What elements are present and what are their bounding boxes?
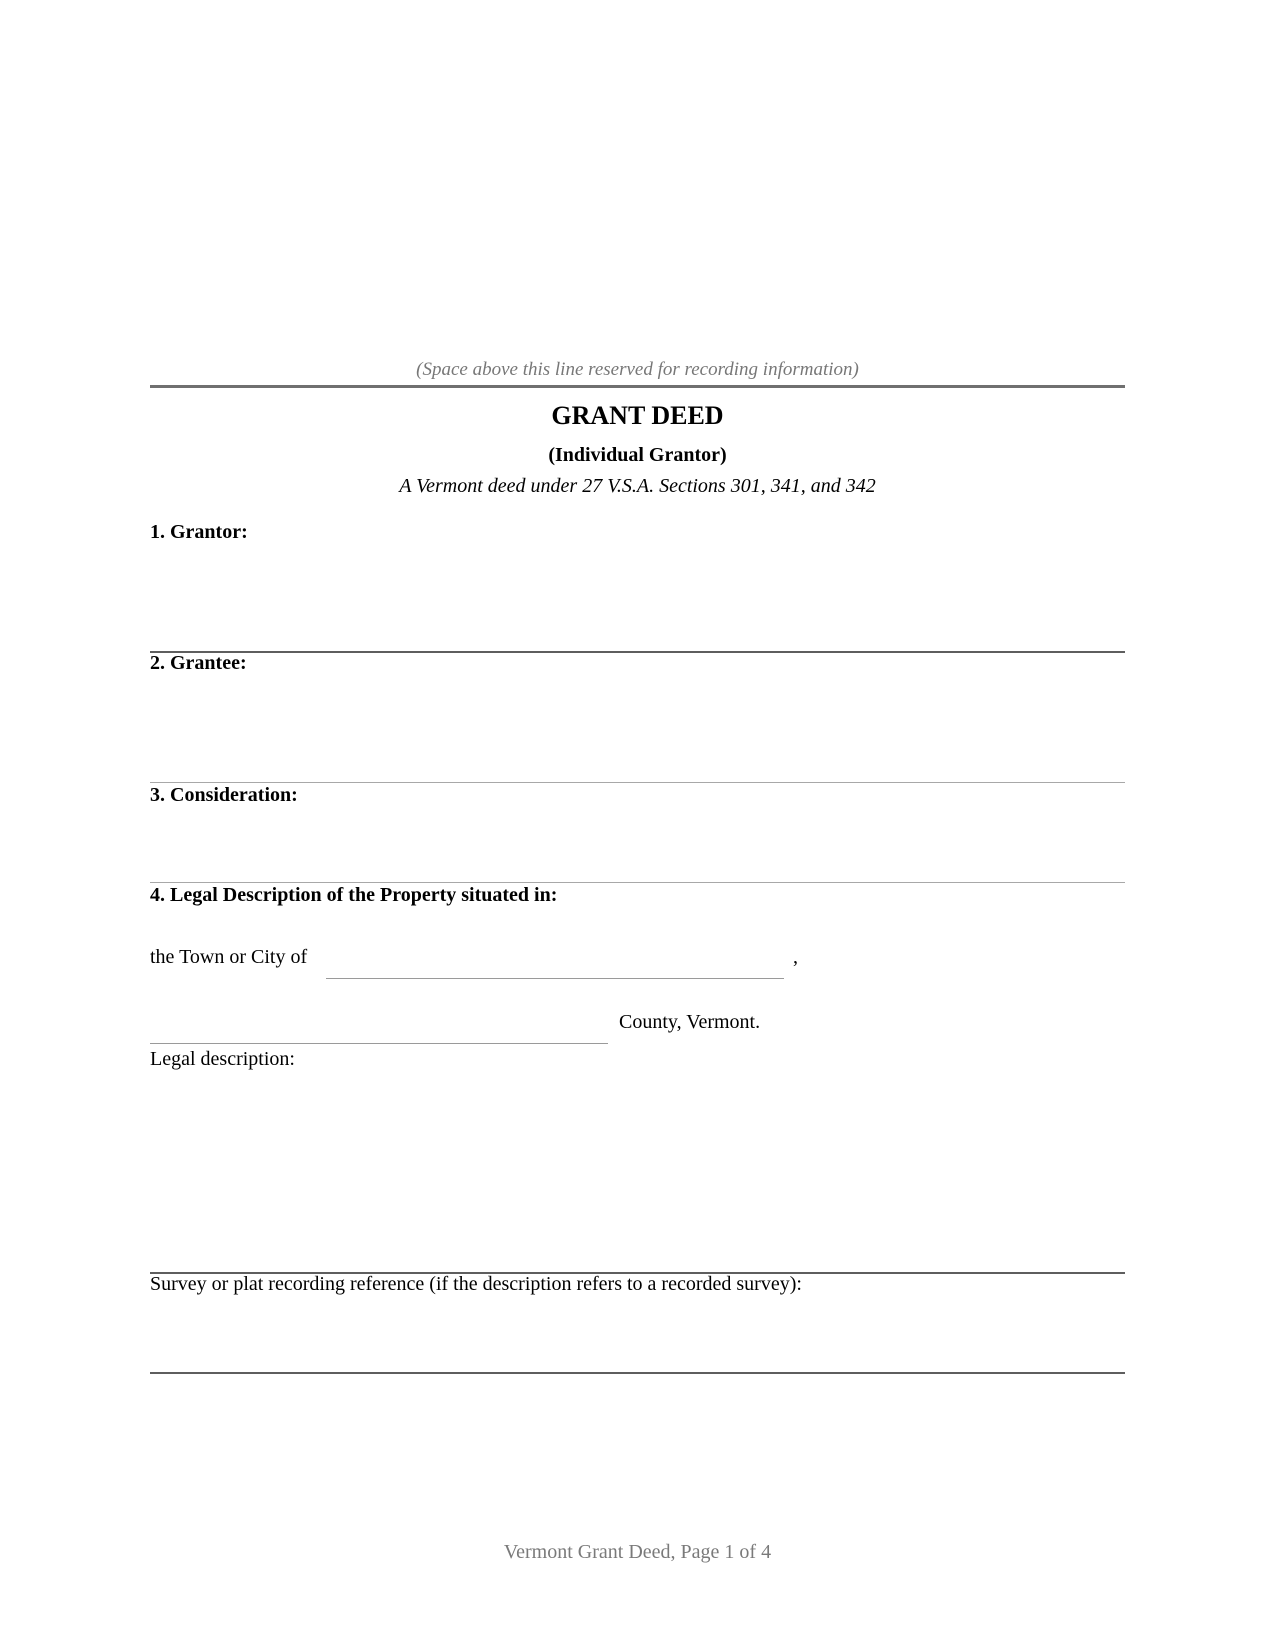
- statute-reference: A Vermont deed under 27 V.S.A. Sections 301, 341, and 342: [399, 475, 876, 497]
- legal-description-heading: 4. Legal Description of the Property situated in:: [150, 884, 558, 906]
- document-title: GRANT DEED: [551, 401, 724, 430]
- county-field-line: [150, 1043, 608, 1044]
- county-suffix-label: County, Vermont.: [619, 1011, 761, 1033]
- consideration-heading: 3. Consideration:: [150, 784, 298, 806]
- page-footer: Vermont Grant Deed, Page 1 of 4: [503, 1541, 772, 1563]
- survey-reference-label: Survey or plat recording reference (if the description refers to a recorded survey):: [150, 1273, 802, 1295]
- recording-space-note: (Space above this line reserved for recording information): [416, 359, 859, 380]
- town-comma: ,: [793, 946, 798, 968]
- grantor-field-line: [150, 651, 1125, 653]
- town-prefix-label: the Town or City of: [150, 946, 308, 968]
- grantee-heading: 2. Grantee:: [150, 652, 247, 674]
- grantor-heading: 1. Grantor:: [150, 521, 248, 543]
- survey-reference-field-line: [150, 1372, 1125, 1374]
- document-subtitle: (Individual Grantor): [548, 444, 727, 466]
- recording-space-divider: [150, 385, 1125, 388]
- town-field-line: [326, 978, 784, 979]
- legal-description-label: Legal description:: [150, 1048, 295, 1070]
